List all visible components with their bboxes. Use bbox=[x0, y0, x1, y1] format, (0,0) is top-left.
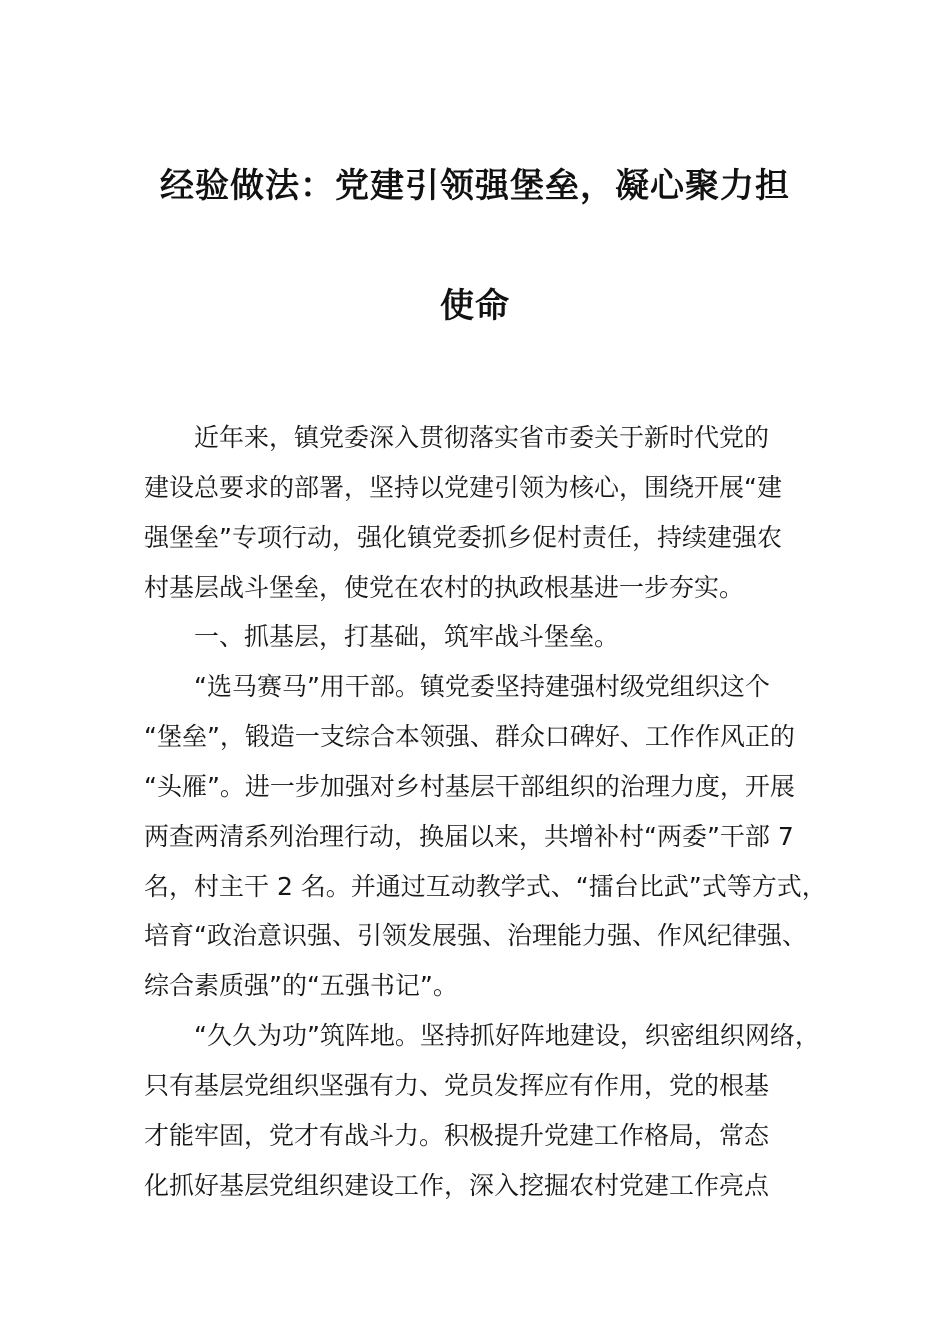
body-line: 综合素质强”的“五强书记”。 bbox=[144, 971, 458, 1000]
body-line: 才能牢固，党才有战斗力。积极提升党建工作格局，常态 bbox=[144, 1121, 770, 1150]
body-line: 化抓好基层党组织建设工作，深入挖掘农村党建工作亮点 bbox=[144, 1171, 770, 1200]
body-line: “久久为功”筑阵地。坚持抓好阵地建设，织密组织网络， bbox=[144, 1021, 820, 1050]
body-line: 只有基层党组织坚强有力、党员发挥应有作用，党的根基 bbox=[144, 1071, 770, 1100]
section-heading: 一、抓基层，打基础，筑牢战斗堡垒。 bbox=[144, 622, 620, 651]
document-title-line-2: 使命 bbox=[440, 286, 510, 326]
body-line: 名，村主干 2 名。并通过互动教学式、“擂台比武”式等方式， bbox=[144, 872, 827, 901]
body-line: “头雁”。进一步加强对乡村基层干部组织的治理力度，开展 bbox=[144, 772, 795, 801]
body-line: 两查两清系列治理行动，换届以来，共增补村“两委”干部 7 bbox=[144, 822, 794, 851]
body-line: 建设总要求的部署，坚持以党建引领为核心，围绕开展“建 bbox=[144, 473, 782, 502]
body-line: “堡垒”，锻造一支综合本领强、群众口碑好、工作作风正的 bbox=[144, 722, 795, 751]
document-title-line-1: 经验做法：党建引领强堡垒，凝心聚力担 bbox=[160, 166, 790, 206]
body-line: “选马赛马”用干部。镇党委坚持建强村级党组织这个 bbox=[144, 672, 770, 701]
body-line: 村基层战斗堡垒，使党在农村的执政根基进一步夯实。 bbox=[144, 573, 745, 602]
body-line: 强堡垒”专项行动，强化镇党委抓乡促村责任，持续建强农 bbox=[144, 523, 782, 552]
body-line: 近年来，镇党委深入贯彻落实省市委关于新时代党的 bbox=[144, 423, 770, 452]
body-line: 培育“政治意识强、引领发展强、治理能力强、作风纪律强、 bbox=[144, 921, 807, 950]
